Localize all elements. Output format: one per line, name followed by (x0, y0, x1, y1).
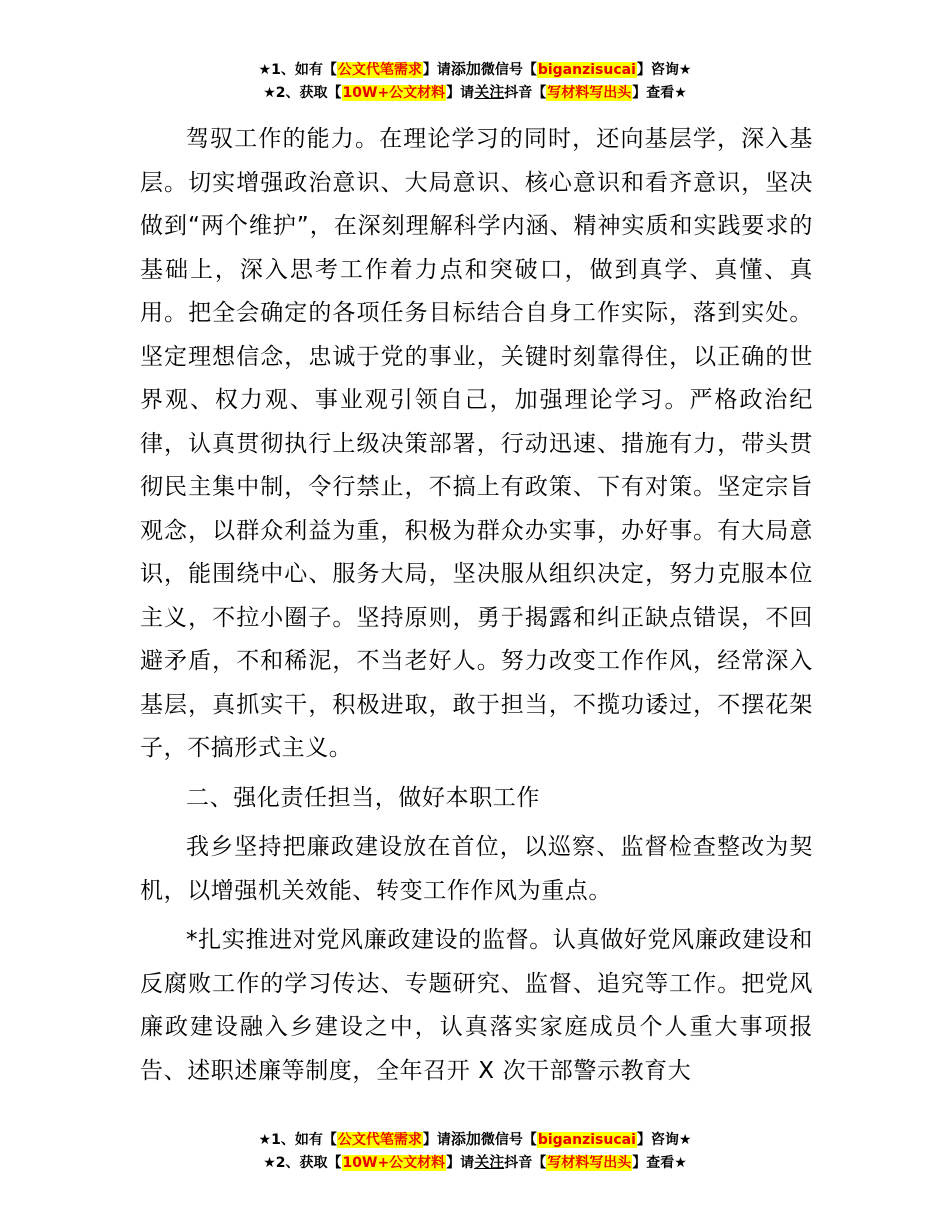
paragraph: 我乡坚持把廉政建设放在首位，以巡察、监督检查整改为契机，以增强机关效能、转变工作作风为重点。 (140, 834, 813, 904)
highlight-douyin-account: 写材料写出头 (547, 1155, 632, 1171)
banner-line-2: ★2、获取【10W+公文材料】请关注抖音【写材料写出头】查看★ (263, 83, 687, 101)
header-banner (0, 58, 950, 104)
paragraph: *扎实推进对党风廉政建设的监督。认真做好党风廉政建设和反腐败工作的学习传达、专题研究、监督、追究等工作。把党风廉政建设融入乡建设之中，认真落实家庭成员个人重大事项报告、述职述廉等制度，全年召开 X 次干部警示教育大 (140, 927, 813, 1084)
highlight-service: 公文代笔需求 (337, 62, 422, 78)
highlight-materials: 10W+公文材料 (342, 85, 446, 101)
banner-line-2: ★2、获取【10W+公文材料】请关注抖音【写材料写出头】查看★ (263, 1153, 687, 1171)
highlight-service: 公文代笔需求 (337, 1132, 422, 1148)
paragraph: 驾驭工作的能力。在理论学习的同时，还向基层学，深入基层。切实增强政治意识、大局意识、核心意识和看齐意识，坚决做到“两个维护”，在深刻理解科学内涵、精神实质和实践要求的基础上，深入思考工作着力点和突破口，做到真学、真懂、真用。把全会确定的各项任务目标结合自身工作实际，落到实处。坚定理想信念，忠诚于党的事业，关键时刻靠得住，以正确的世界观、权力观、事业观引领自己，加强理论学习。严格政治纪律，认真贯彻执行上级决策部署，行动迅速、措施有力，带头贯彻民主集中制，令行禁止，不搞上有政策、下有对策。坚定宗旨观念，以群众利益为重，积极为群众办实事，办好事。有大局意识，能围绕中心、服务大局，坚决服从组织决定，努力克服本位主义，不拉小圈子。坚持原则，勇于揭露和纠正缺点错误，不回避矛盾，不和稀泥，不当老好人。努力改变工作作风，经常深入基层，真抓实干，积极进取，敢于担当，不揽功诿过，不摆花架子，不搞形式主义。 (140, 126, 813, 761)
footer-banner (0, 1128, 950, 1174)
highlight-materials: 10W+公文材料 (342, 1155, 446, 1171)
document-body (140, 118, 813, 1099)
highlight-wechat-id: biganzisucai (537, 1132, 636, 1148)
banner-line-1: ★1、如有【公文代笔需求】请添加微信号【biganzisucai】咨询★ (258, 60, 692, 78)
highlight-wechat-id: biganzisucai (537, 62, 636, 78)
highlight-douyin-account: 写材料写出头 (547, 85, 632, 101)
banner-line-1: ★1、如有【公文代笔需求】请添加微信号【biganzisucai】咨询★ (258, 1130, 692, 1148)
section-heading: 二、强化责任担当，做好本职工作 (186, 784, 540, 811)
